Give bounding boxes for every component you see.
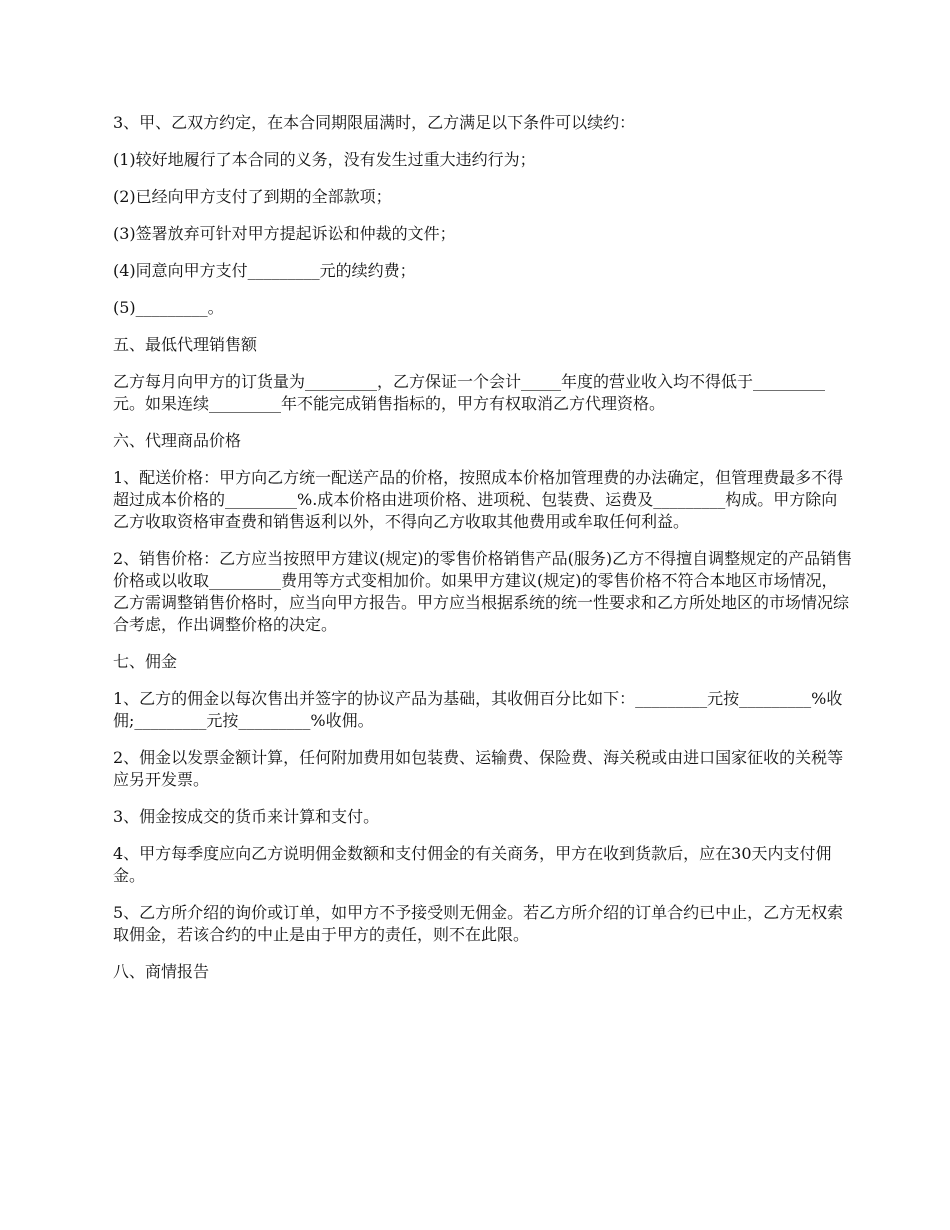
section-heading-market-report: 八、商情报告 [113, 962, 210, 981]
min-sales-paragraph: 乙方每月向甲方的订货量为_________，乙方保证一个会计_____年度的营业收入均不得低于_________元。如果连续_________年不能完成销售指标的，甲方有权取消乙方代理资格。 [113, 372, 826, 413]
section-heading-min-sales: 五、最低代理销售额 [113, 335, 258, 354]
commission-clause-4: 4、甲方每季度应向乙方说明佣金数额和支付佣金的有关商务，甲方在收到货款后，应在30天内支付佣金。 [113, 844, 832, 885]
section-heading-pricing: 六、代理商品价格 [113, 431, 242, 450]
commission-clause-2: 2、佣金以发票金额计算，任何附加费用如包装费、运输费、保险费、海关税或由进口国家征收的关税等应另开发票。 [113, 748, 844, 789]
renewal-condition-5: (5)_________。 [113, 298, 224, 317]
renewal-condition-4: (4)同意向甲方支付_________元的续约费； [113, 261, 416, 280]
section-heading-commission: 七、佣金 [113, 652, 178, 671]
renewal-condition-1: (1)较好地履行了本合同的义务，没有发生过重大违约行为； [113, 150, 536, 169]
commission-clause-1: 1、乙方的佣金以每次售出并签字的协议产品为基础，其收佣百分比如下：_________元按_________%收佣;_________元按_________%收佣。 [113, 689, 843, 730]
commission-clause-5: 5、乙方所介绍的询价或订单，如甲方不予接受则无佣金。若乙方所介绍的订单合约已中止，乙方无权索取佣金，若该合约的中止是由于甲方的责任，则不在此限。 [113, 903, 844, 944]
clause-3-renewal-conditions: 3、甲、乙双方约定，在本合同期限届满时，乙方满足以下条件可以续约： [113, 113, 636, 132]
retail-price-paragraph: 2、销售价格：乙方应当按照甲方建议(规定)的零售价格销售产品(服务)乙方不得擅自调整规定的产品销售价格或以收取_________费用等方式变相加价。如果甲方建议(规定)的零售价格不符合本地区市场情况，乙方需调整销售价格时，应当向甲方报告。甲方应当根据系统的统一性要求和乙方所处地区的市场情况综合考虑，作出调整价格的决定。 [113, 549, 853, 634]
renewal-condition-3: (3)签署放弃可针对甲方提起诉讼和仲裁的文件； [113, 224, 456, 243]
document-page [113, 112, 853, 998]
commission-clause-3: 3、佣金按成交的货币来计算和支付。 [113, 807, 380, 826]
delivery-price-paragraph: 1、配送价格：甲方向乙方统一配送产品的价格，按照成本价格加管理费的办法确定，但管理费最多不得超过成本价格的_________%.成本价格由进项价格、进项税、包装费、运费及_________构成。甲方除向乙方收取资格审查费和销售返利以外，不得向乙方收取其他费用或牟取任何利益。 [113, 468, 844, 531]
renewal-condition-2: (2)已经向甲方支付了到期的全部款项； [113, 187, 392, 206]
